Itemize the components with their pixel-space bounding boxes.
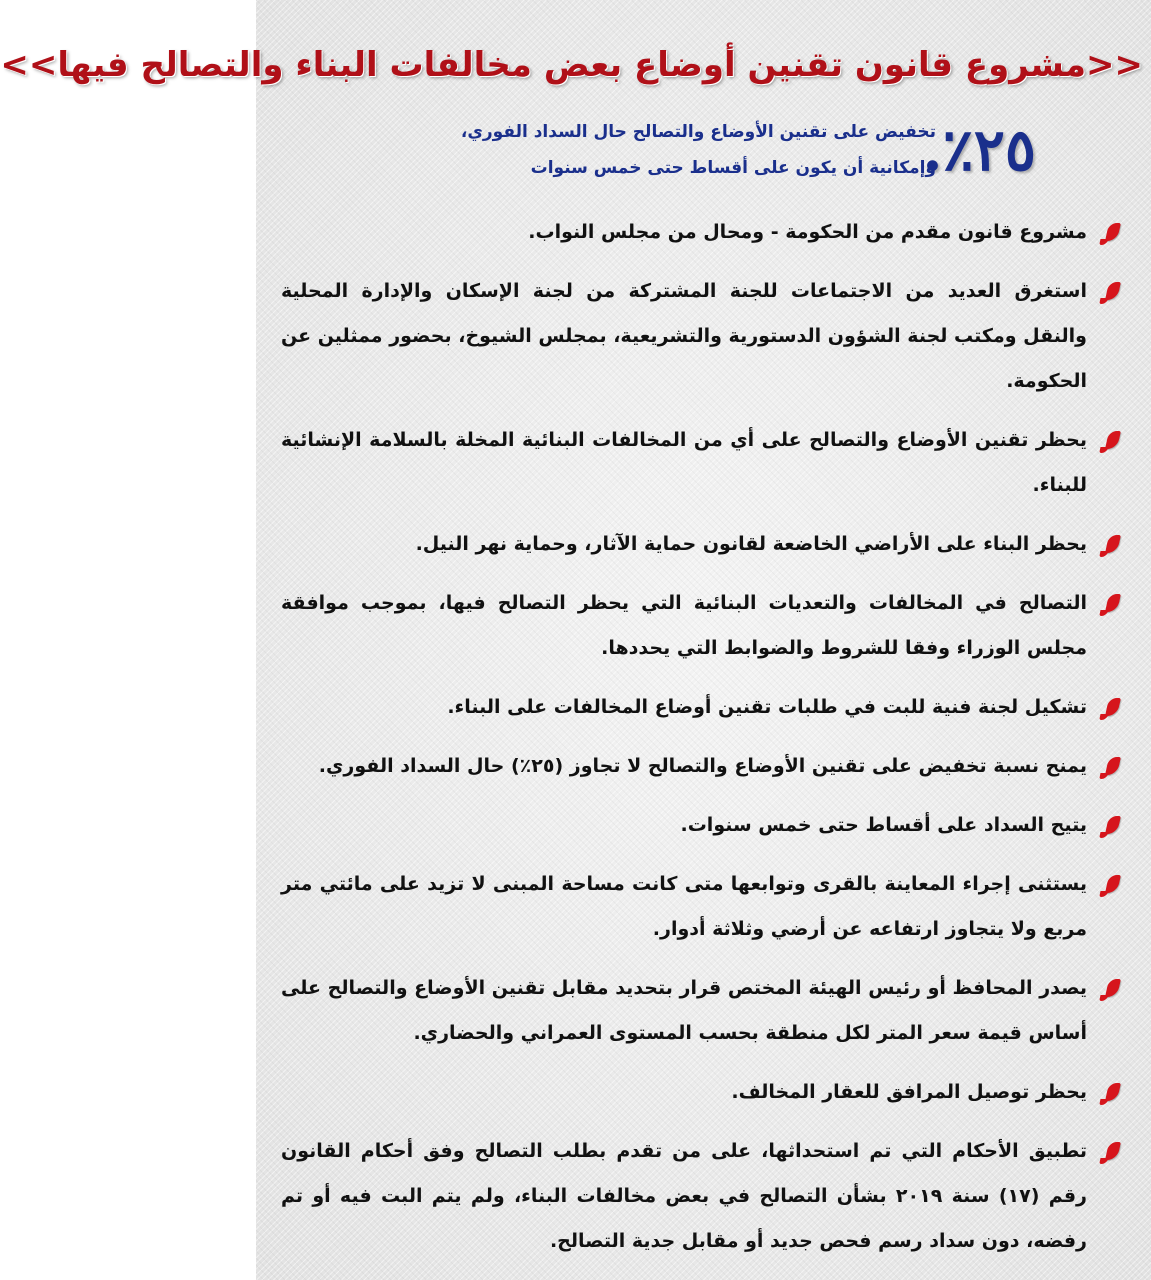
bullet-icon bbox=[1105, 1142, 1121, 1160]
headline-text bbox=[436, 114, 936, 186]
bullet-icon bbox=[1105, 223, 1121, 241]
list-item-text: يحظر البناء على الأراضي الخاضعة لقانون حماية الآثار، وحماية نهر النيل. bbox=[415, 533, 1087, 555]
list-item bbox=[281, 685, 1123, 730]
bullet-icon bbox=[1105, 757, 1121, 775]
list-item-text: مشروع قانون مقدم من الحكومة - ومحال من مجلس النواب. bbox=[528, 221, 1087, 243]
list-item-text: استغرق العديد من الاجتماعات للجنة المشتركة من لجنة الإسكان والإدارة المحلية والنقل ومكتب لجنة الشؤون الدستورية والتشريعية، بمجلس الشيوخ، بحضور ممثلين عن الحكومة. bbox=[281, 280, 1087, 392]
list-item-text: يستثنى إجراء المعاينة بالقرى وتوابعها متى كانت مساحة المبنى لا تزيد على مائتي متر مربع ولا يتجاوز ارتفاعه عن أرضي وثلاثة أدوار. bbox=[281, 873, 1087, 940]
list-item-text: يمنح نسبة تخفيض على تقنين الأوضاع والتصالح لا تجاوز (٢٥٪) حال السداد الفوري. bbox=[318, 755, 1087, 777]
list-item bbox=[281, 1070, 1123, 1115]
list-item bbox=[281, 522, 1123, 567]
bullet-icon bbox=[1105, 282, 1121, 300]
bullet-icon bbox=[1105, 431, 1121, 449]
list-item bbox=[281, 744, 1123, 789]
list-item bbox=[281, 581, 1123, 671]
list-item-text: التصالح في المخالفات والتعديات البنائية التي يحظر التصالح فيها، بموجب موافقة مجلس الوزراء وفقا للشروط والضوابط التي يحددها. bbox=[281, 592, 1087, 659]
list-item bbox=[281, 966, 1123, 1056]
bullet-icon bbox=[1105, 594, 1121, 612]
list-item-text: تشكيل لجنة فنية للبت في طلبات تقنين أوضاع المخالفات على البناء. bbox=[447, 696, 1087, 718]
list-item bbox=[281, 1129, 1123, 1264]
list-item bbox=[281, 862, 1123, 952]
list-item-text: يتيح السداد على أقساط حتى خمس سنوات. bbox=[680, 814, 1087, 836]
bullet-icon bbox=[1105, 535, 1121, 553]
bullet-icon bbox=[1105, 979, 1121, 997]
headline-block bbox=[426, 108, 1066, 194]
list-item bbox=[281, 269, 1123, 404]
list-item-text: يحظر توصيل المرافق للعقار المخالف. bbox=[731, 1081, 1087, 1103]
headline-line-1: تخفيض على تقنين الأوضاع والتصالح حال السداد الفوري، bbox=[460, 122, 936, 142]
points-list bbox=[281, 210, 1123, 1278]
list-item-text: يحظر تقنين الأوضاع والتصالح على أي من المخالفات البنائية المخلة بالسلامة الإنشائية للبناء. bbox=[281, 429, 1087, 496]
bullet-icon bbox=[1105, 816, 1121, 834]
discount-percent: ٢٥٪. bbox=[922, 116, 1036, 184]
bullet-icon bbox=[1105, 698, 1121, 716]
bullet-icon bbox=[1105, 1083, 1121, 1101]
list-item-text: تطبيق الأحكام التي تم استحداثها، على من تقدم بطلب التصالح وفق أحكام القانون رقم (١٧) سنة ٢٠١٩ بشأن التصالح في بعض مخالفات البناء، ولم يتم البت فيه أو تم رفضه، دون سداد رسم فحص جديد أو مقابل جدية التصالح. bbox=[281, 1140, 1087, 1252]
bullet-icon bbox=[1105, 875, 1121, 893]
headline-line-2: وإمكانية أن يكون على أقساط حتى خمس سنوات bbox=[530, 158, 936, 178]
list-item bbox=[281, 418, 1123, 508]
page-title: <<مشروع قانون تقنين أوضاع بعض مخالفات البناء والتصالح فيها>> bbox=[0, 45, 1143, 85]
list-item bbox=[281, 210, 1123, 255]
list-item-text: يصدر المحافظ أو رئيس الهيئة المختص قرار بتحديد مقابل تقنين الأوضاع والتصالح على أساس قيمة سعر المتر لكل منطقة بحسب المستوى العمراني والحضاري. bbox=[281, 977, 1087, 1044]
list-item bbox=[281, 803, 1123, 848]
